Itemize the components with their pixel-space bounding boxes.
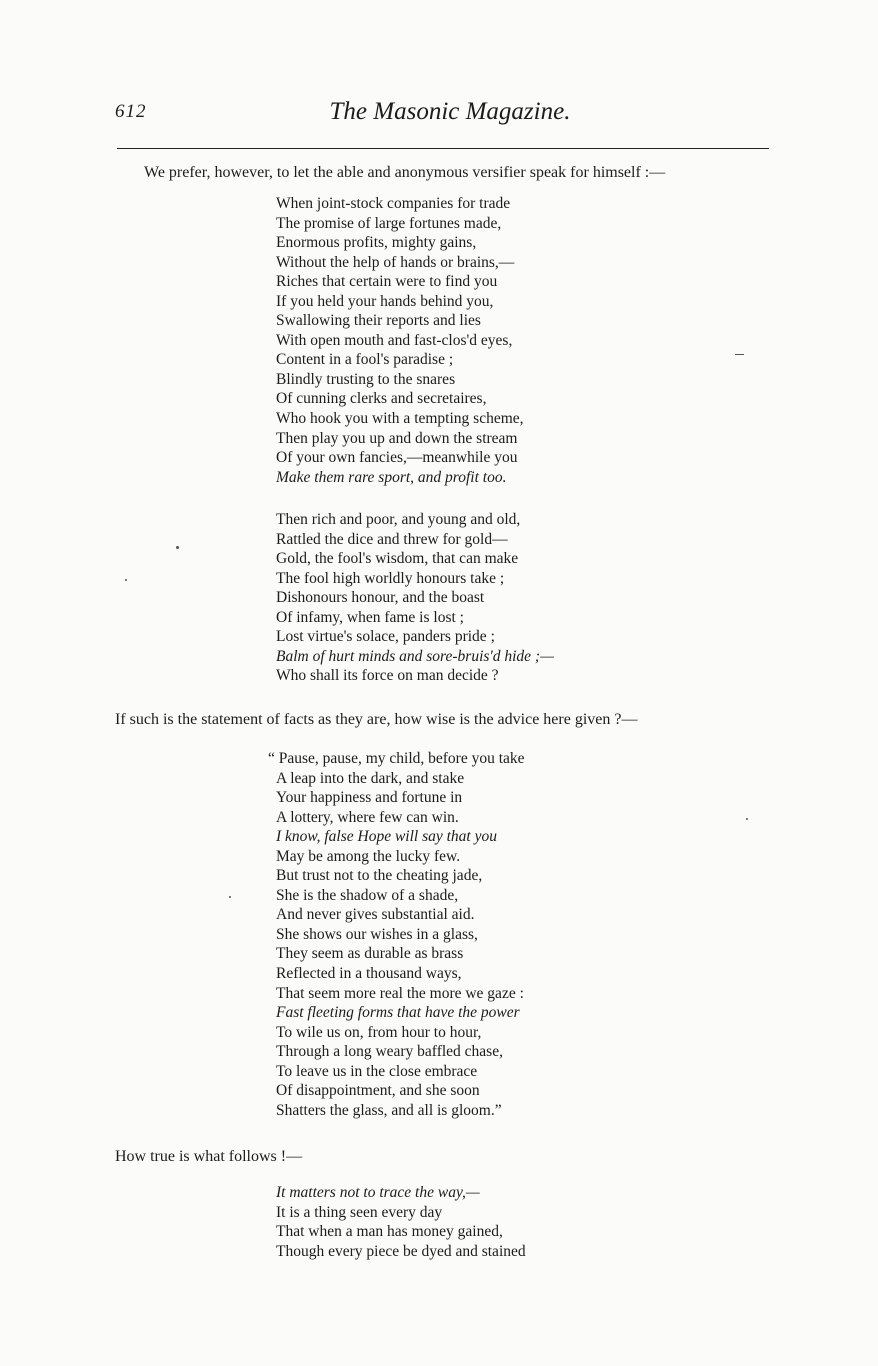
verse-line: Of cunning clerks and secretaires,	[276, 390, 487, 408]
verse-line: She is the shadow of a shade,	[276, 886, 459, 904]
print-speck	[735, 354, 744, 355]
poem-stanza-4	[276, 1183, 836, 1261]
verse-line: Then play you up and down the stream	[276, 429, 518, 447]
print-speck	[125, 579, 127, 581]
verse-line: Dishonours honour, and the boast	[276, 589, 485, 607]
verse-line: Rattled the dice and threw for gold—	[276, 530, 508, 548]
poem-stanza-1	[276, 194, 836, 487]
verse-line: Make them rare sport, and profit too.	[276, 468, 507, 486]
statement-paragraph: If such is the statement of facts as they are, how wise is the advice here given ?—	[115, 711, 638, 728]
verse-line: To wile us on, from hour to hour,	[276, 1023, 482, 1041]
verse-line: With open mouth and fast-clos'd eyes,	[276, 331, 513, 349]
verse-line: Reflected in a thousand ways,	[276, 965, 462, 983]
verse-line: Riches that certain were to find you	[276, 273, 498, 291]
verse-line: It matters not to trace the way,—	[276, 1184, 480, 1201]
poem-stanza-3	[268, 749, 836, 1120]
verse-line: If you held your hands behind you,	[276, 292, 494, 310]
verse-line: The fool high worldly honours take ;	[276, 569, 505, 587]
print-speck	[229, 896, 231, 898]
print-speck	[746, 818, 748, 820]
verse-line: Then rich and poor, and young and old,	[276, 511, 521, 528]
running-title: The Masonic Magazine.	[329, 98, 571, 125]
verse-line: But trust not to the cheating jade,	[276, 867, 483, 885]
verse-line: That when a man has money gained,	[276, 1223, 503, 1241]
verse-line: That seem more real the more we gaze :	[276, 984, 524, 1002]
page-number: 612	[115, 101, 147, 122]
header-rule	[117, 148, 769, 149]
verse-line: They seem as durable as brass	[276, 945, 464, 963]
verse-line: Swallowing their reports and lies	[276, 312, 481, 330]
verse-line: The promise of large fortunes made,	[276, 214, 502, 232]
verse-line: Balm of hurt minds and sore-bruis'd hide ;—	[276, 647, 554, 665]
verse-line: And never gives substantial aid.	[276, 906, 475, 924]
verse-line: Fast fleeting forms that have the power	[276, 1004, 520, 1022]
verse-line: It is a thing seen every day	[276, 1203, 443, 1221]
follows-paragraph: How true is what follows !—	[115, 1148, 303, 1165]
verse-line: To leave us in the close embrace	[276, 1062, 478, 1080]
print-speck	[176, 546, 179, 549]
poem-stanza-2	[276, 510, 836, 686]
verse-line: Though every piece be dyed and stained	[276, 1242, 526, 1260]
verse-line: “ Pause, pause, my child, before you take	[268, 750, 525, 767]
verse-line: Enormous profits, mighty gains,	[276, 234, 477, 252]
verse-line: Lost virtue's solace, panders pride ;	[276, 628, 495, 646]
verse-line: I know, false Hope will say that you	[276, 828, 497, 846]
verse-line: Who hook you with a tempting scheme,	[276, 410, 524, 428]
verse-line: Blindly trusting to the snares	[276, 370, 456, 388]
intro-paragraph: We prefer, however, to let the able and anonymous versifier speak for himself :—	[144, 164, 666, 181]
verse-line: May be among the lucky few.	[276, 847, 461, 865]
verse-line: A lottery, where few can win.	[276, 808, 459, 826]
verse-line: Your happiness and fortune in	[276, 789, 463, 807]
verse-line: A leap into the dark, and stake	[276, 769, 465, 787]
verse-line: Without the help of hands or brains,—	[276, 253, 515, 271]
verse-line: Shatters the glass, and all is gloom.”	[276, 1101, 502, 1119]
verse-line: Through a long weary baffled chase,	[276, 1043, 503, 1061]
verse-line: She shows our wishes in a glass,	[276, 925, 478, 943]
verse-line: Of disappointment, and she soon	[276, 1082, 480, 1100]
verse-line: Of your own fancies,—meanwhile you	[276, 449, 518, 467]
verse-line: Of infamy, when fame is lost ;	[276, 608, 464, 626]
verse-line: Who shall its force on man decide ?	[276, 667, 499, 685]
verse-line: Content in a fool's paradise ;	[276, 351, 454, 369]
verse-line: When joint-stock companies for trade	[276, 195, 511, 212]
verse-line: Gold, the fool's wisdom, that can make	[276, 550, 519, 568]
